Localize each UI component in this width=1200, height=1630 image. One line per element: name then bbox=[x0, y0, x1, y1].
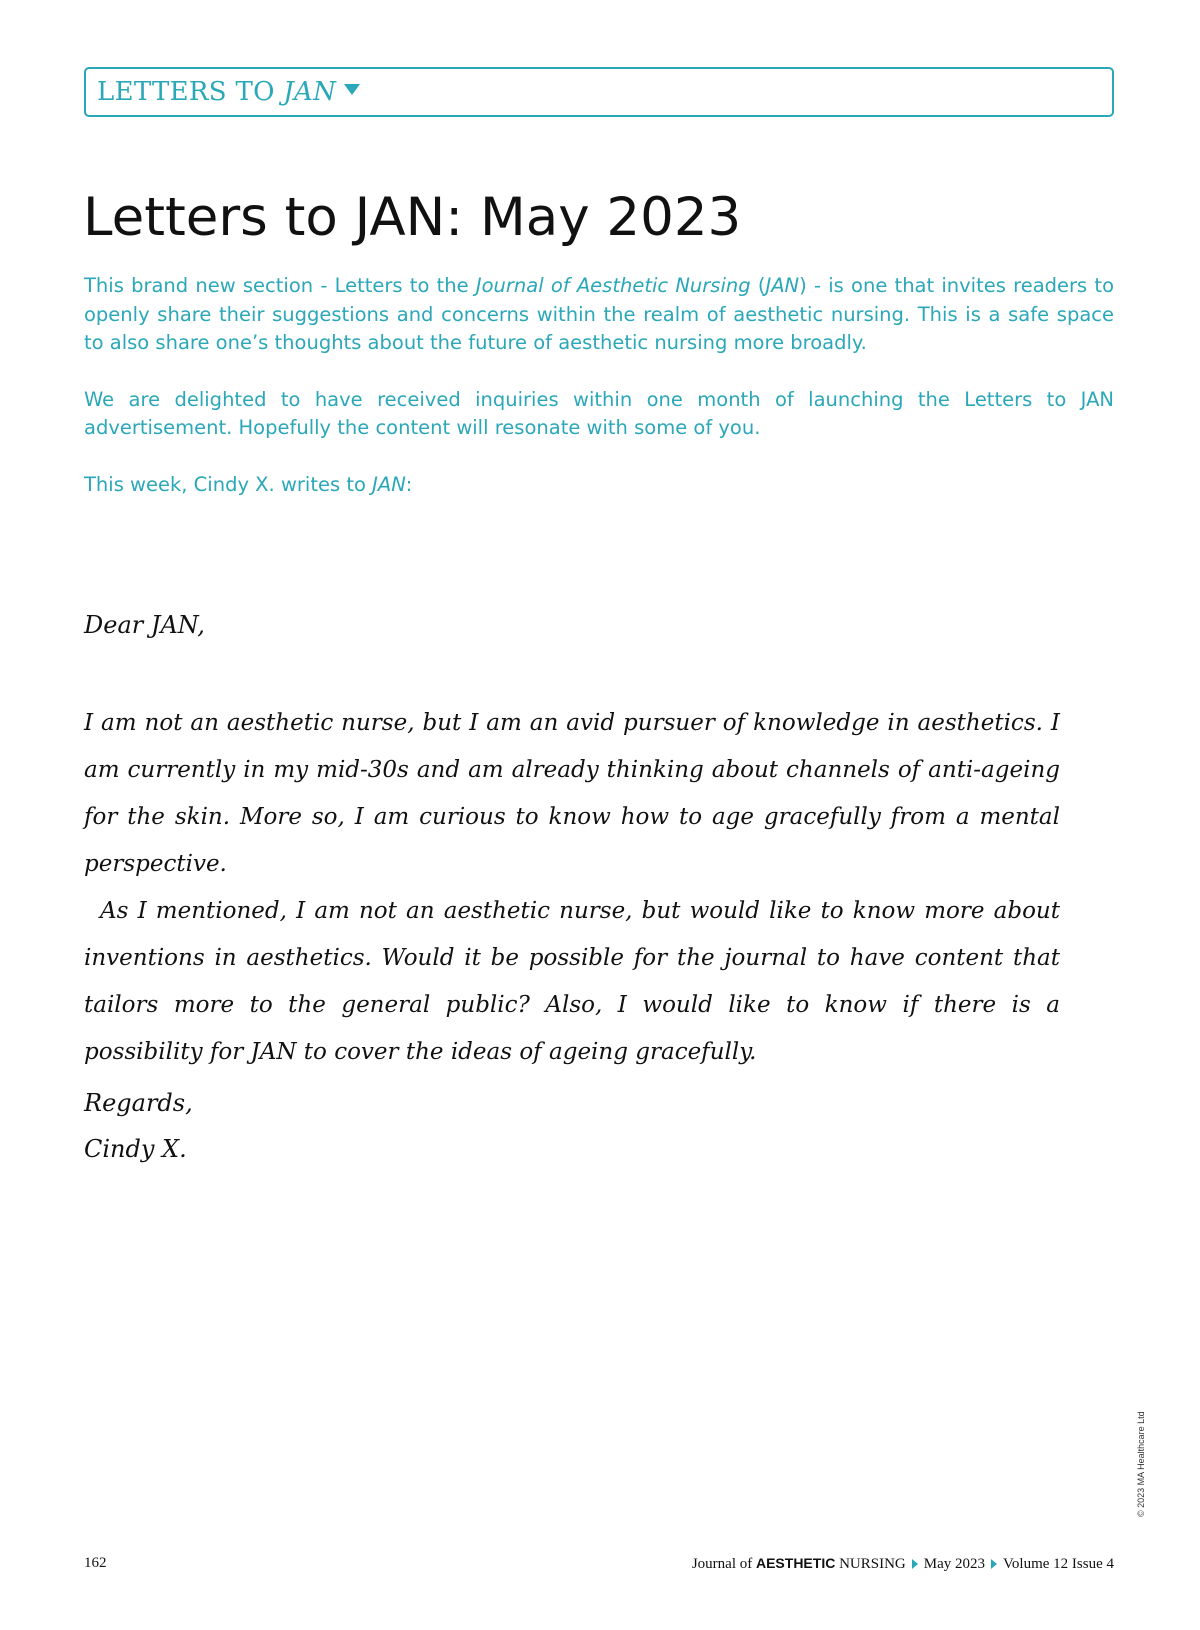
section-header bbox=[84, 67, 1114, 117]
section-label-jan: JAN bbox=[283, 77, 337, 107]
copyright-notice: © 2023 MA Healthcare Ltd bbox=[1136, 1411, 1146, 1517]
triangle-down-icon bbox=[344, 84, 360, 95]
volume-issue: Volume 12 Issue 4 bbox=[1003, 1556, 1114, 1572]
journal-abbrev: JAN bbox=[765, 274, 800, 297]
triangle-right-icon bbox=[912, 1559, 918, 1569]
letter-paragraph-1: I am not an aesthetic nurse, but I am an avid pursuer of knowledge in aesthetics. I am currently in my mid-30s and am already thinking about channels of anti-ageing for the skin. More so, I am curious to know how to age gracefully from a mental perspective. bbox=[84, 710, 1060, 877]
closing-regards: Regards, bbox=[84, 1089, 193, 1117]
intro-text: ) - is one that invites readers to openly share their suggestions and concerns within the realm of aesthetic nursing. This is a safe space to also share one’s thoughts about the future of aesthetic nursing more broadly. bbox=[84, 274, 1115, 354]
section-label-prefix: LETTERS TO bbox=[97, 77, 284, 107]
intro-text: This week, Cindy X. writes to bbox=[84, 472, 373, 496]
journal-name: Journal of Aesthetic Nursing bbox=[475, 274, 751, 297]
journal-prefix: Journal of bbox=[691, 1556, 756, 1572]
letter-salutation: Dear JAN, bbox=[84, 611, 205, 639]
intro-text: : bbox=[405, 472, 413, 496]
letter-body bbox=[84, 700, 1060, 1076]
intro-section bbox=[84, 272, 1114, 499]
issue-date: May 2023 bbox=[923, 1556, 986, 1572]
triangle-right-icon bbox=[991, 1559, 997, 1569]
page-title: Letters to JAN: May 2023 bbox=[83, 187, 742, 248]
intro-text: ( bbox=[750, 274, 766, 297]
journal-suffix: NURSING bbox=[835, 1556, 906, 1572]
letter-closing bbox=[84, 1080, 1060, 1172]
section-label bbox=[97, 77, 336, 107]
letter-signature: Cindy X. bbox=[84, 1135, 187, 1163]
footer-journal-info bbox=[692, 1555, 1114, 1573]
journal-bold: AESTHETIC bbox=[755, 1555, 836, 1571]
letter-paragraph-2: As I mentioned, I am not an aesthetic nurse, but would like to know more about inventions in aesthetics. Would it be possible for the journal to have content that tailors more to the general public? Also, I would like to know if there is a possibility for JAN to cover the ideas of ageing gracefully. bbox=[84, 898, 1060, 1065]
journal-abbrev: JAN bbox=[372, 472, 406, 496]
intro-paragraph-3 bbox=[84, 471, 1114, 500]
page-number: 162 bbox=[84, 1555, 107, 1571]
intro-text: This brand new section - Letters to the bbox=[84, 274, 476, 297]
intro-paragraph-1 bbox=[84, 272, 1114, 358]
page-footer bbox=[84, 1555, 1114, 1577]
intro-paragraph-2: We are delighted to have received inquiries within one month of launching the Letters to JAN advertisement. Hopefully the content will resonate with some of you. bbox=[84, 387, 1114, 439]
